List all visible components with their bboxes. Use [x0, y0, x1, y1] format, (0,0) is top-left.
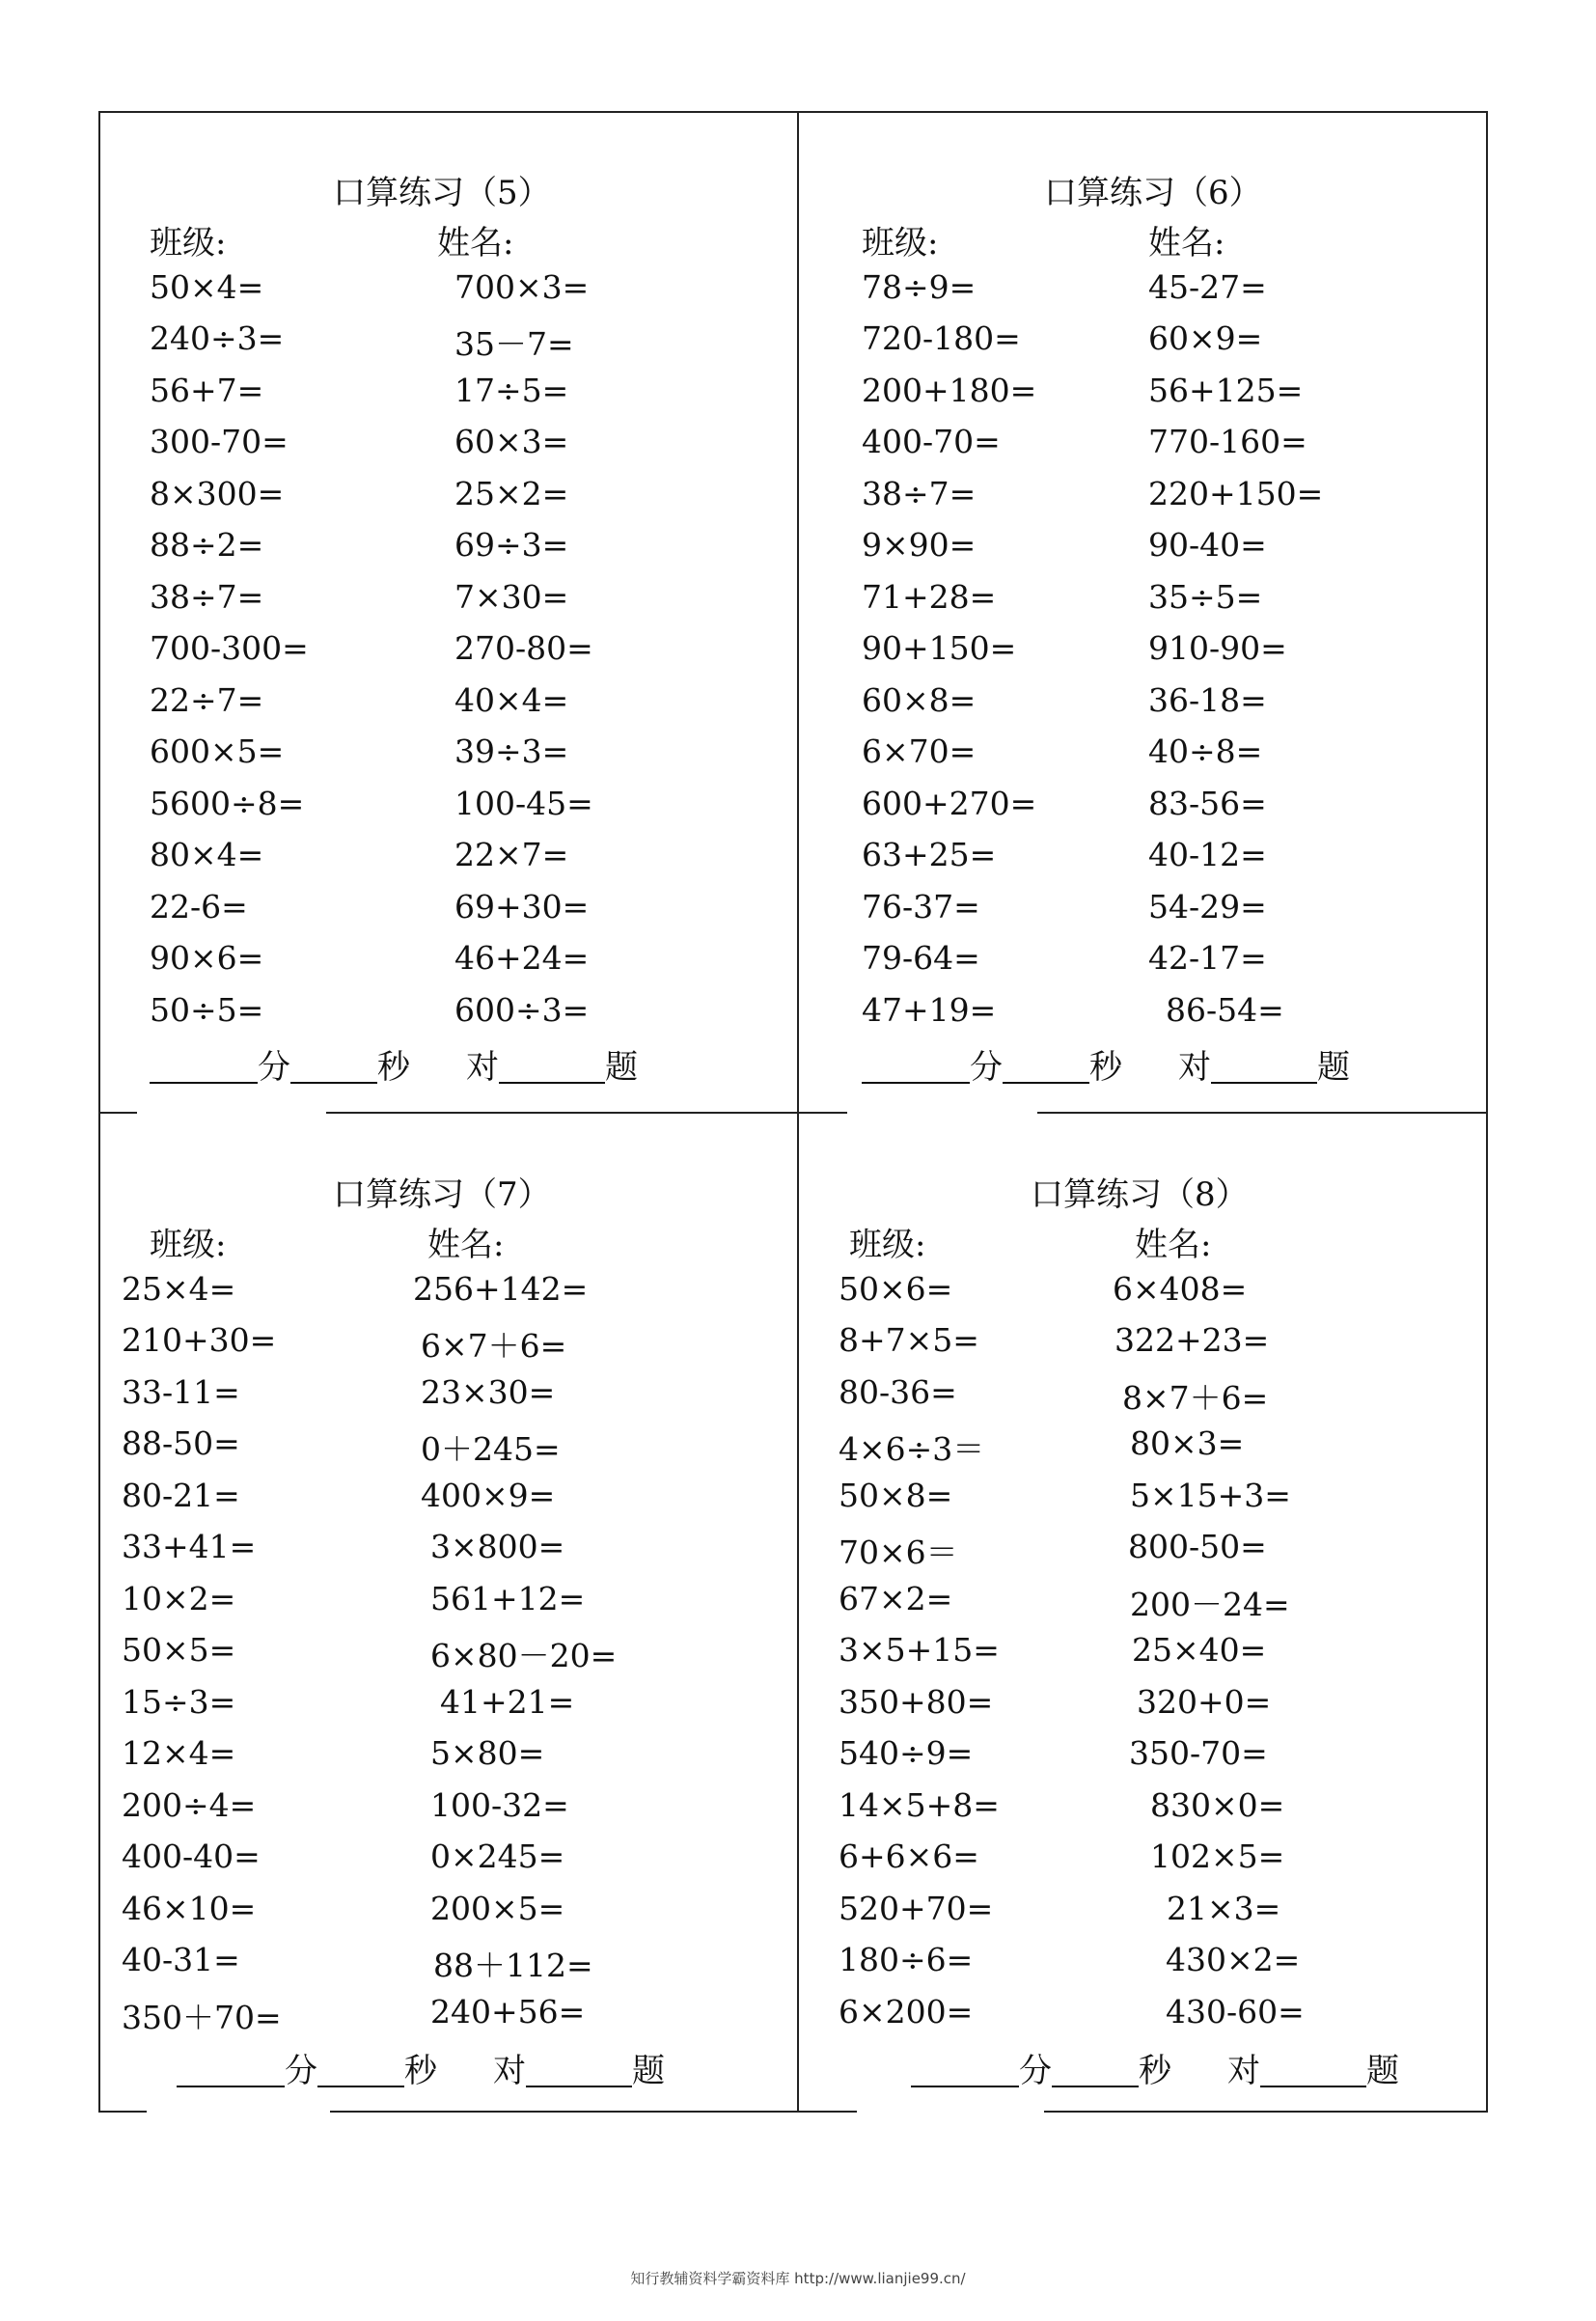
problem-right: 0×245=	[430, 1837, 565, 1875]
problem-right: 270-80=	[454, 629, 593, 667]
problem-right: 41+21=	[440, 1683, 575, 1721]
problem-left: 5600÷8=	[150, 785, 305, 822]
problem-left: 50÷5=	[150, 991, 264, 1029]
bottom-border-left-a	[98, 2111, 147, 2113]
minutes-blank[interactable]	[911, 2085, 1019, 2087]
problem-left: 14×5+8=	[839, 1786, 1000, 1824]
seconds-blank[interactable]	[317, 2085, 404, 2087]
problem-left: 15÷3=	[122, 1683, 236, 1721]
problem-left: 90×6=	[150, 939, 264, 977]
correct-label: 对	[466, 1048, 499, 1087]
problem-right: 40×4=	[454, 681, 569, 719]
problem-left: 38÷7=	[150, 578, 264, 616]
problem-left: 6×70=	[862, 732, 977, 770]
problem-right: 240+56=	[430, 1993, 586, 2031]
correct-count-blank[interactable]	[1211, 1081, 1317, 1084]
problem-left: 3×5+15=	[839, 1631, 1000, 1669]
problem-left: 38÷7=	[862, 475, 977, 512]
problem-left: 22÷7=	[150, 681, 264, 719]
correct-label: 对	[493, 2052, 526, 2090]
problem-left: 8×300=	[150, 475, 285, 512]
problem-right: 561+12=	[430, 1580, 586, 1617]
class-label: 班级:	[150, 1226, 227, 1264]
minutes-blank[interactable]	[150, 1081, 258, 1084]
problem-left: 80×4=	[150, 836, 264, 873]
block-title: 口算练习（5）	[333, 174, 551, 212]
name-label: 姓名:	[1148, 224, 1225, 262]
problem-left: 80-21=	[122, 1477, 240, 1514]
problem-left: 350＋70=	[122, 1999, 282, 2036]
problem-right: 200－24=	[1130, 1586, 1290, 1623]
problem-right: 350-70=	[1129, 1734, 1268, 1772]
minutes-label: 分	[970, 1048, 1003, 1087]
problem-left: 90+150=	[862, 629, 1017, 667]
problem-right: 21×3=	[1167, 1890, 1281, 1927]
middle-divider-right-b	[1037, 1112, 1486, 1114]
problem-left: 720-180=	[862, 319, 1021, 357]
seconds-label: 秒	[1139, 2052, 1171, 2090]
problem-left: 6×200=	[839, 1993, 974, 2031]
problem-right: 800-50=	[1128, 1528, 1267, 1565]
questions-label: 题	[1317, 1048, 1350, 1087]
problem-right: 46+24=	[454, 939, 590, 977]
minutes-label: 分	[258, 1048, 290, 1087]
seconds-label: 秒	[404, 2052, 437, 2090]
problem-left: 60×8=	[862, 681, 977, 719]
name-label: 姓名:	[1135, 1226, 1212, 1264]
problem-right: 7×30=	[454, 578, 569, 616]
watermark-footer: 知行教辅资料学霸资料库 http://www.lianjie99.cn/	[630, 2270, 966, 2287]
block-title: 口算练习（8）	[1031, 1175, 1249, 1214]
problem-left: 12×4=	[122, 1734, 236, 1772]
problem-left: 210+30=	[122, 1321, 277, 1359]
questions-label: 题	[632, 2052, 665, 2090]
problem-left: 8+7×5=	[839, 1321, 979, 1359]
problem-right: 100-45=	[454, 785, 593, 822]
score-line	[177, 2044, 665, 2091]
score-line	[911, 2044, 1399, 2091]
problem-right: 100-32=	[430, 1786, 569, 1824]
correct-count-blank[interactable]	[499, 1081, 605, 1084]
problem-left: 63+25=	[862, 836, 997, 873]
problem-left: 240÷3=	[150, 319, 285, 357]
problem-right: 3×800=	[430, 1528, 565, 1565]
problem-right: 6×7＋6=	[421, 1327, 567, 1365]
problem-left: 50×6=	[839, 1270, 953, 1308]
class-label: 班级:	[862, 224, 939, 262]
correct-label: 对	[1178, 1048, 1211, 1087]
problem-left: 88÷2=	[150, 526, 264, 564]
problem-left: 88-50=	[122, 1424, 240, 1462]
seconds-label: 秒	[1089, 1048, 1122, 1087]
problem-left: 600+270=	[862, 785, 1037, 822]
minutes-label: 分	[285, 2052, 317, 2090]
problem-right: 770-160=	[1148, 423, 1307, 460]
problem-right: 102×5=	[1150, 1837, 1285, 1875]
problem-right: 25×2=	[454, 475, 569, 512]
problem-left: 10×2=	[122, 1580, 236, 1617]
problem-right: 69+30=	[454, 888, 590, 926]
correct-count-blank[interactable]	[526, 2085, 632, 2087]
problem-right: 35÷5=	[1148, 578, 1263, 616]
problem-left: 46×10=	[122, 1890, 257, 1927]
problem-left: 600×5=	[150, 732, 285, 770]
problem-left: 180÷6=	[839, 1941, 974, 1978]
bottom-border-left-b	[330, 2111, 857, 2113]
score-line	[150, 1040, 638, 1088]
problem-right: 25×40=	[1132, 1631, 1267, 1669]
problem-left: 200+180=	[862, 372, 1037, 409]
minutes-blank[interactable]	[177, 2085, 285, 2087]
class-label: 班级:	[849, 1226, 926, 1264]
problem-right: 430-60=	[1166, 1993, 1305, 2031]
problem-right: 600÷3=	[454, 991, 590, 1029]
problem-right: 54-29=	[1148, 888, 1267, 926]
problem-left: 50×8=	[839, 1477, 953, 1514]
problem-left: 400-70=	[862, 423, 1001, 460]
problem-right: 35－7=	[454, 325, 574, 363]
problem-right: 910-90=	[1148, 629, 1287, 667]
name-label: 姓名:	[427, 1226, 505, 1264]
problem-right: 322+23=	[1114, 1321, 1270, 1359]
problem-left: 300-70=	[150, 423, 289, 460]
problem-right: 56+125=	[1148, 372, 1304, 409]
problem-right: 17÷5=	[454, 372, 569, 409]
problem-left: 6+6×6=	[839, 1837, 979, 1875]
middle-divider-left-a	[98, 1112, 137, 1114]
problem-left: 47+19=	[862, 991, 997, 1029]
correct-count-blank[interactable]	[1260, 2085, 1366, 2087]
problem-left: 400-40=	[122, 1837, 261, 1875]
problem-right: 36-18=	[1148, 681, 1267, 719]
class-label: 班级:	[150, 224, 227, 262]
correct-label: 对	[1227, 2052, 1260, 2090]
seconds-blank[interactable]	[1003, 1081, 1089, 1084]
name-label: 姓名:	[437, 224, 514, 262]
problem-left: 70×6＝	[839, 1534, 958, 1571]
problem-right: 88＋112=	[433, 1947, 593, 1984]
problem-right: 0＋245=	[421, 1430, 561, 1468]
problem-left: 79-64=	[862, 939, 980, 977]
problem-right: 69÷3=	[454, 526, 569, 564]
problem-left: 78÷9=	[862, 268, 977, 306]
problem-left: 25×4=	[122, 1270, 236, 1308]
problem-right: 8×7＋6=	[1122, 1379, 1269, 1417]
middle-divider-left-b	[326, 1112, 799, 1114]
problem-left: 50×5=	[122, 1631, 236, 1669]
problem-left: 350+80=	[839, 1683, 994, 1721]
middle-divider-right-a	[799, 1112, 847, 1114]
problem-right: 80×3=	[1130, 1424, 1245, 1462]
problem-left: 33+41=	[122, 1528, 257, 1565]
problem-right: 60×3=	[454, 423, 569, 460]
minutes-label: 分	[1019, 2052, 1052, 2090]
problem-left: 200÷4=	[122, 1786, 257, 1824]
problem-right: 400×9=	[421, 1477, 556, 1514]
problem-right: 40÷8=	[1148, 732, 1263, 770]
problem-left: 22-6=	[150, 888, 248, 926]
problem-left: 76-37=	[862, 888, 980, 926]
problem-right: 60×9=	[1148, 319, 1263, 357]
problem-left: 520+70=	[839, 1890, 994, 1927]
problem-left: 80-36=	[839, 1373, 957, 1411]
problem-right: 830×0=	[1150, 1786, 1285, 1824]
problem-right: 45-27=	[1148, 268, 1267, 306]
problem-right: 90-40=	[1148, 526, 1267, 564]
problem-left: 71+28=	[862, 578, 997, 616]
problem-right: 83-56=	[1148, 785, 1267, 822]
problem-right: 320+0=	[1137, 1683, 1272, 1721]
problem-right: 42-17=	[1148, 939, 1267, 977]
problem-right: 6×408=	[1113, 1270, 1248, 1308]
problem-right: 200×5=	[430, 1890, 565, 1927]
problem-right: 220+150=	[1148, 475, 1324, 512]
problem-left: 540÷9=	[839, 1734, 974, 1772]
problem-left: 33-11=	[122, 1373, 240, 1411]
score-line	[862, 1040, 1350, 1088]
problem-right: 5×80=	[430, 1734, 545, 1772]
problem-left: 40-31=	[122, 1941, 240, 1978]
problem-left: 67×2=	[839, 1580, 953, 1617]
problem-left: 50×4=	[150, 268, 264, 306]
seconds-blank[interactable]	[1052, 2085, 1139, 2087]
problem-right: 23×30=	[421, 1373, 556, 1411]
seconds-label: 秒	[377, 1048, 410, 1087]
problem-left: 700-300=	[150, 629, 309, 667]
problem-right: 256+142=	[413, 1270, 589, 1308]
problem-right: 430×2=	[1166, 1941, 1301, 1978]
problem-left: 4×6÷3＝	[839, 1430, 985, 1468]
problem-right: 39÷3=	[454, 732, 569, 770]
questions-label: 题	[605, 1048, 638, 1087]
problem-left: 56+7=	[150, 372, 264, 409]
problem-right: 6×80－20=	[430, 1637, 618, 1674]
questions-label: 题	[1366, 2052, 1399, 2090]
problem-right: 5×15+3=	[1130, 1477, 1291, 1514]
block-title: 口算练习（7）	[333, 1175, 551, 1214]
problem-left: 9×90=	[862, 526, 977, 564]
problem-right: 22×7=	[454, 836, 569, 873]
seconds-blank[interactable]	[290, 1081, 377, 1084]
block-title: 口算练习（6）	[1044, 174, 1262, 212]
problem-right: 700×3=	[454, 268, 590, 306]
bottom-border-right	[1044, 2111, 1486, 2113]
problem-right: 86-54=	[1166, 991, 1284, 1029]
minutes-blank[interactable]	[862, 1081, 970, 1084]
problem-right: 40-12=	[1148, 836, 1267, 873]
